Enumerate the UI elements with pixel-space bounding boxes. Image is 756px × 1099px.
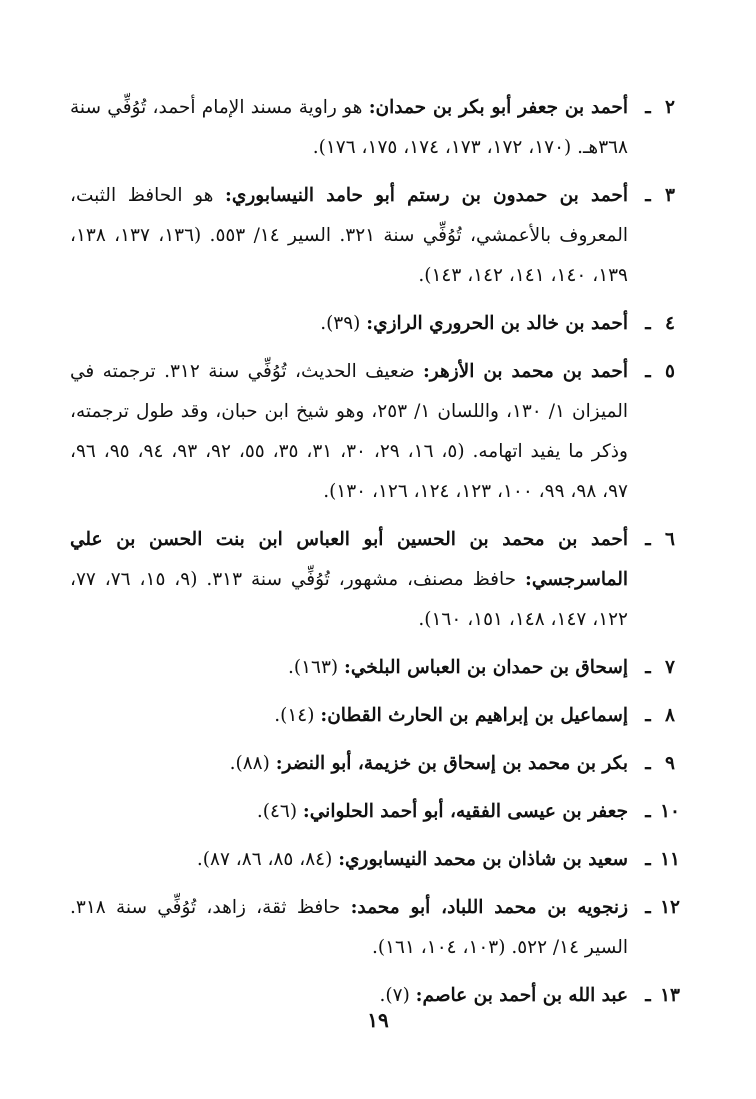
entry-title: أحمد بن حمدون بن رستم أبو حامد النيسابوري: <box>225 185 628 206</box>
entry-title: أحمد بن خالد بن الحروري الرازي: <box>366 313 628 334</box>
index-entry <box>70 88 680 168</box>
entry-text: (٤٦). <box>256 801 303 822</box>
index-entry <box>70 304 680 344</box>
entry-title: إسحاق بن حمدان بن العباس البلخي: <box>344 657 628 678</box>
index-entry <box>70 744 680 784</box>
entry-text: هو راوية مسند الإمام أحمد، تُوُفِّي سنة ٣٦٨هـ. (١٧٠، ١٧٢، ١٧٣، ١٧٤، ١٧٥، ١٧٦). <box>70 97 628 158</box>
entry-text: (٨٨). <box>229 753 276 774</box>
entry-dash: ـ <box>645 897 651 918</box>
entry-number: ٣ <box>665 185 675 206</box>
entry-dash: ـ <box>645 801 651 822</box>
entry-dash: ـ <box>645 529 651 550</box>
entry-text: حافظ مصنف، مشهور، تُوُفِّي سنة ٣١٣. (٩، ١٥، ٧٦، ٧٧، ١٢٢، ١٤٧، ١٤٨، ١٥١، ١٦٠). <box>70 569 628 630</box>
entry-number: ٨ <box>665 705 675 726</box>
entry-text: (١٦٣). <box>287 657 344 678</box>
entry-number: ٧ <box>665 657 675 678</box>
entry-title: زنجويه بن محمد اللباد، أبو محمد: <box>350 897 629 918</box>
index-entry <box>70 840 680 880</box>
entry-title: إسماعيل بن إبراهيم بن الحارث القطان: <box>320 705 628 726</box>
entry-dash: ـ <box>645 705 651 726</box>
index-entry <box>70 520 680 640</box>
entry-title: بكر بن محمد بن إسحاق بن خزيمة، أبو النضر: <box>275 753 628 774</box>
entry-text: (٣٩). <box>320 313 367 334</box>
page-number: ١٩ <box>367 1008 389 1032</box>
entry-dash: ـ <box>645 985 651 1006</box>
entry-number: ٩ <box>665 753 675 774</box>
entry-text: حافظ ثقة، زاهد، تُوُفِّي سنة ٣١٨. السير ١٤/ ٥٢٢. (١٠٣، ١٠٤، ١٦١). <box>70 897 628 958</box>
index-entry <box>70 176 680 296</box>
entry-dash: ـ <box>645 657 651 678</box>
entry-dash: ـ <box>645 849 651 870</box>
entry-text: هو الحافظ الثبت، المعروف بالأعمشي، تُوُفِّي سنة ٣٢١. السير ١٤/ ٥٥٣. (١٣٦، ١٣٧، ١٣٨، ١٣٩، ١٤٠، ١٤١، ١٤٢، ١٤٣). <box>70 185 629 286</box>
entry-number: ٤ <box>665 313 675 334</box>
entry-title: جعفر بن عيسى الفقيه، أبو أحمد الحلواني: <box>302 801 628 822</box>
index-entry <box>70 888 680 968</box>
entry-number: ١٣ <box>660 985 680 1006</box>
entry-dash: ـ <box>645 313 651 334</box>
entry-title: سعيد بن شاذان بن محمد النيسابوري: <box>338 849 628 870</box>
entry-dash: ـ <box>645 753 651 774</box>
index-entry <box>70 648 680 688</box>
entry-number: ١١ <box>660 849 680 870</box>
entry-title: أحمد بن جعفر أبو بكر بن حمدان: <box>368 97 628 118</box>
entry-text: ضعيف الحديث، تُوُفِّي سنة ٣١٢. ترجمته في الميزان ١/ ١٣٠، واللسان ١/ ٢٥٣، وهو شيخ ابن حبان، وقد طول ترجمته، وذكر ما يفيد اتهامه. (٥، ١٦، ٢٩، ٣٠، ٣١، ٣٥، ٥٥، ٩٢، ٩٣، ٩٤، ٩٥، ٩٦، ٩٧، ٩٨، ٩٩، ١٠٠، ١٢٣، ١٢٤، ١٢٦، ١٣٠). <box>70 361 628 502</box>
index-list <box>70 88 680 1024</box>
entry-dash: ـ <box>645 185 651 206</box>
entry-text: (٧). <box>379 985 416 1006</box>
entry-dash: ـ <box>645 361 651 382</box>
index-entry <box>70 792 680 832</box>
entry-number: ٢ <box>665 97 675 118</box>
entry-number: ٦ <box>665 529 675 550</box>
entry-title: عبد الله بن أحمد بن عاصم: <box>415 985 628 1006</box>
entry-text: (١٤). <box>274 705 321 726</box>
entry-title: أحمد بن محمد بن الأزهر: <box>422 361 628 382</box>
entry-title: أحمد بن محمد بن الحسين أبو العباس ابن بنت الحسن بن علي الماسرجسي: <box>70 529 629 590</box>
entry-number: ٥ <box>665 361 675 382</box>
entry-dash: ـ <box>645 97 651 118</box>
index-entry <box>70 352 680 512</box>
entry-number: ١٢ <box>660 897 680 918</box>
index-entry <box>70 696 680 736</box>
entry-number: ١٠ <box>660 801 680 822</box>
entry-text: (٨٤، ٨٥، ٨٦، ٨٧). <box>196 849 339 870</box>
